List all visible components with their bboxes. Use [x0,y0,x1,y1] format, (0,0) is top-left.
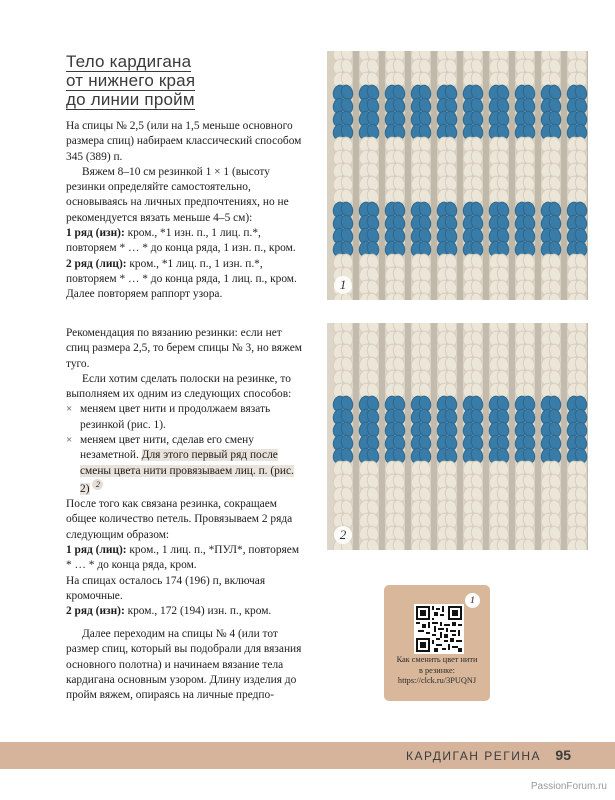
row-2-text: кром., *1 лиц. п., 1 изн. п.*, повторяем * … * до конца ряда, 1 лиц. п., кром. [66,257,297,285]
section-heading [66,52,266,109]
purl-valley [535,51,541,300]
paragraph-stripes: Если хотим сделать полоски на резинке, то выполняем их одним из следующих способов: [66,372,292,401]
purl-valley [483,51,489,300]
purl-valley [509,51,515,300]
purl-valley [405,51,411,300]
page-number: 95 [555,747,571,763]
qr-link[interactable]: https://clck.ru/3PUQNJ [397,676,477,686]
video-note-marker: 2 [92,479,103,490]
row-2b-label: 2 ряд (изн): [66,605,125,618]
qr-code-icon[interactable] [414,604,464,654]
row-1b-label: 1 ряд (лиц): [66,543,127,556]
bullet-mark: × [66,434,73,447]
row-1b-text: кром., 1 лиц. п., *ПУЛ*, повторяем * … * до конца ряда, кром. [66,543,300,572]
purl-valley [353,51,359,300]
body-text-top [66,119,306,303]
photo-2-label: 2 [334,526,352,544]
purl-valley [509,323,515,550]
row-2b-text: кром., 172 (194) изн. п., кром. [124,605,272,618]
photo-1-label: 1 [334,276,352,294]
watermark: PassionForum.ru [530,781,607,792]
purl-valley [561,323,567,550]
body-text-bottom [66,627,306,703]
paragraph-cast-on: На спицы № 2,5 (или на 1,5 меньше основного размера спиц) набираем классический способом 345 (389) п. [66,120,302,163]
qr-caption [388,655,486,687]
row-2-instruction [66,257,306,288]
paragraph-decrease: После того как связана резинка, сокращаем общее количество петель. Провязываем 2 ряда следующим образом: [66,498,293,541]
paragraph-stitches-left: На спицах осталось 174 (196) п, включая кромочные. [66,574,266,602]
heading-line-2: от нижнего края [66,71,196,90]
paragraph-repeat: Далее повторяем раппорт узора. [66,288,223,301]
purl-valley [535,323,541,550]
footer-band [0,742,615,769]
heading-line-3: до линии пройм [66,90,195,109]
knit-texture-2 [327,323,588,550]
paragraph-main-pattern: Далее переходим на спицы № 4 (или тот размер спиц, который вы подобрали для вязания основного полотна) и начинаем вязание тела кардигана основным узором. Длину изделия до пройм вяжем, опираясь на личные предпо- [66,628,302,702]
bullet-item-1 [66,402,306,433]
heading-line-1: Тело кардигана [66,52,192,71]
row-1-label: 1 ряд (изн): [66,227,125,240]
purl-valley [405,323,411,550]
row-2b-instruction [66,604,306,619]
qr-caption-line-2: в резинке: [419,665,455,675]
paragraph-ribbing: Вяжем 8–10 см резинкой 1 × 1 (высоту резинки определяйте самостоятельно, основываясь на личных предпочтениях, но не рекомендуется вязать меньше 4–5 см): [66,165,289,224]
purl-valley [457,51,463,300]
qr-card[interactable] [384,585,490,701]
row-1-text: кром., *1 изн. п., 1 лиц. п.*, повторяем * … * до конца ряда, 1 изн. п., кром. [66,227,296,255]
purl-valley [587,323,588,550]
paragraph-recommendation: Рекомендация по вязанию резинки: если нет спиц размера 2,5, то берем спицы № 3, но вяжем туго. [66,327,302,370]
purl-valley [587,51,588,300]
footer-title: КАРДИГАН РЕГИНА [406,749,541,763]
purl-valley [431,51,437,300]
bullet-mark: × [66,403,73,416]
row-1b-instruction [66,543,306,574]
purl-valley [353,323,359,550]
bullet-2-highlight: Для этого первый ряд после смены цвета нити провязываем лиц. п. (рис. 2) [80,449,294,495]
qr-card-badge: 1 [465,593,480,608]
body-text-middle [66,326,306,619]
bullet-item-2 [66,433,306,497]
bullet-1-text: меняем цвет нити и продолжаем вязать резинкой (рис. 1). [80,403,271,431]
bullet-2-text: меняем цвет нити, сделав его смену незаметной. Для этого первый ряд после смены цвета нити провязываем лиц. п. (рис. 2) 2 [80,434,294,495]
purl-valley [561,51,567,300]
purl-valley [431,323,437,550]
purl-valley [379,323,385,550]
knit-texture-1 [327,51,588,300]
knitting-photo-1 [327,51,588,300]
row-1-instruction [66,226,306,257]
purl-valley [483,323,489,550]
qr-caption-line-1: Как сменить цвет нити [396,655,478,664]
knitting-photo-2 [327,323,588,550]
purl-valley [379,51,385,300]
purl-valley [457,323,463,550]
row-2-label: 2 ряд (лиц): [66,257,127,270]
